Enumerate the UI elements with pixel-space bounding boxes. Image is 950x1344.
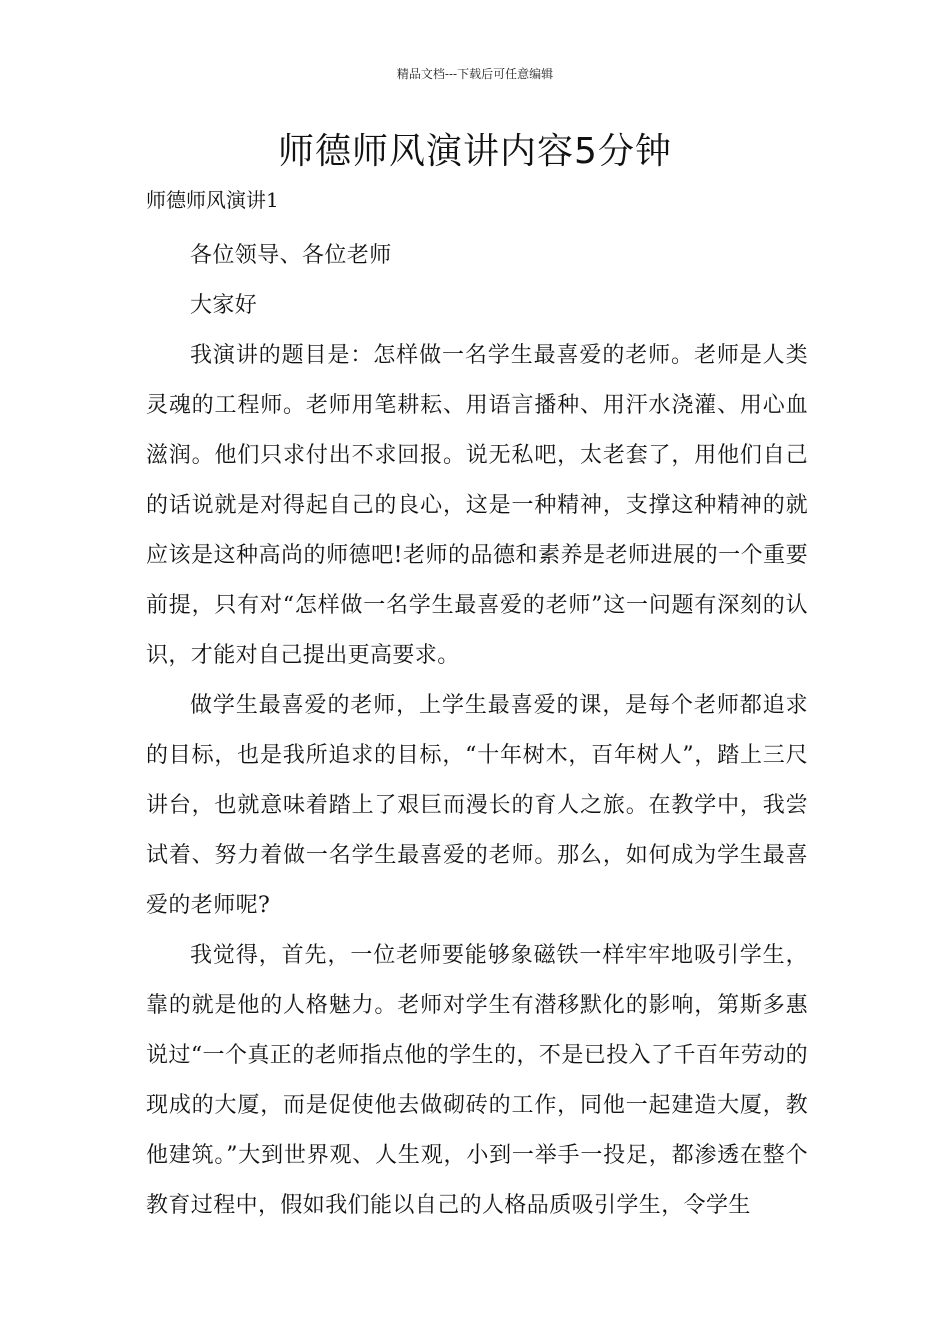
document-body xyxy=(146,231,808,1231)
body-paragraph-1: 我演讲的题目是：怎样做一名学生最喜爱的老师。老师是人类灵魂的工程师。老师用笔耕耘、用语言播种、用汗水浇灌、用心血滋润。他们只求付出不求回报。说无私吧，太老套了，用他们自己的话说就是对得起自己的良心，这是一种精神，支撑这种精神的就应该是这种高尚的师德吧!老师的品德和素养是老师进展的一个重要前提，只有对“怎样做一名学生最喜爱的老师”这一问题有深刻的认识，才能对自己提出更高要求。 xyxy=(146,343,808,668)
document-title: 师德师风演讲内容5分钟 xyxy=(278,131,672,172)
section-heading: 师德师风演讲1 xyxy=(146,188,279,212)
body-paragraph-2: 做学生最喜爱的老师，上学生最喜爱的课，是每个老师都追求的目标，也是我所追求的目标，“十年树木，百年树人”，踏上三尺讲台，也就意味着踏上了艰巨而漫长的育人之旅。在教学中，我尝试着、努力着做一名学生最喜爱的老师。那么，如何成为学生最喜爱的老师呢? xyxy=(146,693,808,918)
body-paragraph-3: 我觉得，首先，一位老师要能够象磁铁一样牢牢地吸引学生，靠的就是他的人格魅力。老师对学生有潜移默化的影响，第斯多惠说过“一个真正的老师指点他的学生的，不是已投入了千百年劳动的现成的大厦，而是促使他去做砌砖的工作，同他一起建造大厦，教他建筑。”大到世界观、人生观，小到一举手一投足，都渗透在整个教育过程中，假如我们能以自己的人格品质吸引学生，令学生 xyxy=(146,943,808,1218)
greeting-paragraph: 大家好 xyxy=(190,293,258,318)
header-note: 精品文档---下载后可任意编辑 xyxy=(396,67,554,81)
salutation-paragraph: 各位领导、各位老师 xyxy=(190,243,392,268)
